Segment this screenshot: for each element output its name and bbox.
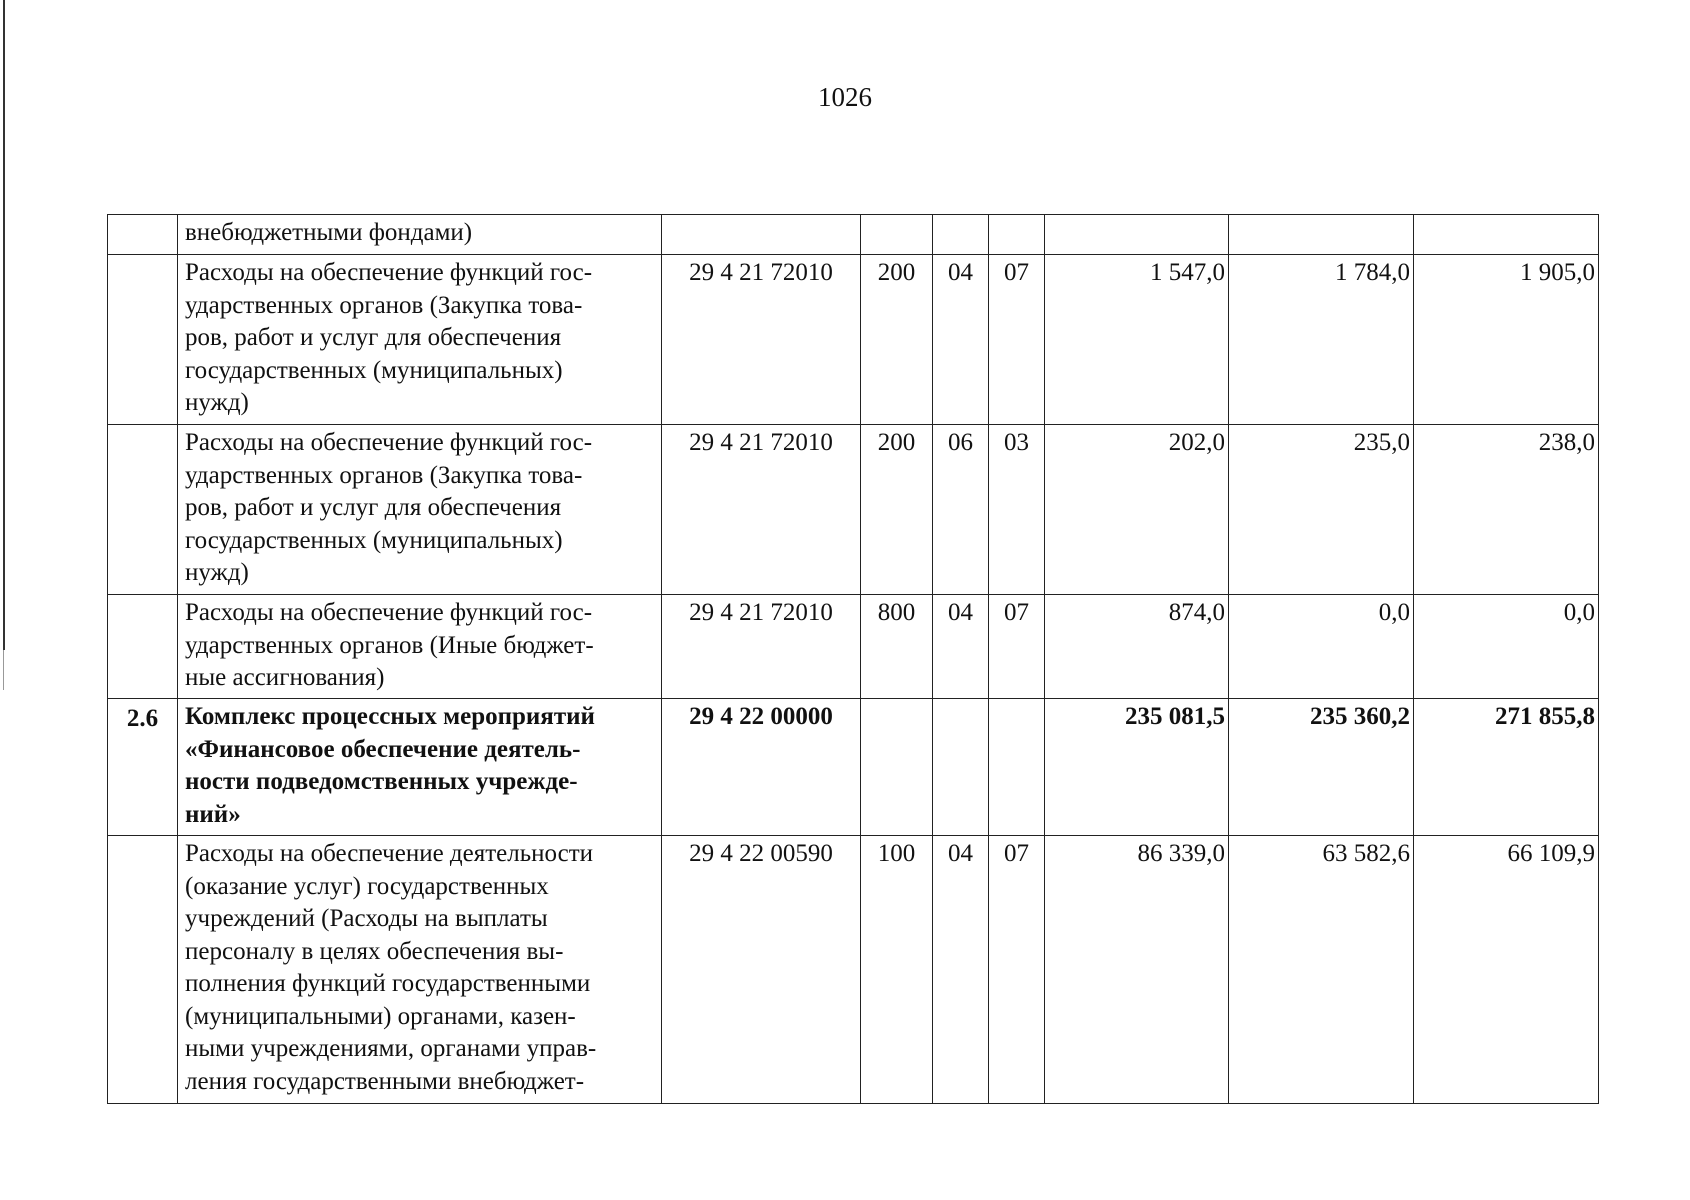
amount-year-2: 235,0 (1229, 425, 1414, 595)
expense-type-code: 200 (861, 425, 933, 595)
row-number (108, 255, 178, 425)
table-row-section (108, 699, 1599, 836)
description-line: Расходы на обеспечение функций гос- (185, 599, 593, 626)
description-line: Расходы на обеспечение функций гос- (185, 429, 593, 456)
description-line: ные ассигнования) (185, 664, 385, 691)
target-article-code: 29 4 21 72010 (662, 425, 861, 595)
section-code (933, 699, 989, 836)
row-number (108, 425, 178, 595)
description-line: ления государственными внебюджет- (185, 1067, 585, 1095)
section-code: 04 (933, 836, 989, 1104)
subsection-code (989, 215, 1045, 255)
section-code (933, 215, 989, 255)
section-code: 06 (933, 425, 989, 595)
target-article-code: 29 4 21 72010 (662, 595, 861, 699)
table-row (108, 215, 1599, 255)
table-row (108, 425, 1599, 595)
amount-year-3: 0,0 (1414, 595, 1599, 699)
target-article-code: 29 4 21 72010 (662, 255, 861, 425)
subsection-code (989, 699, 1045, 836)
description-line: ударственных органов (Закупка това- (185, 461, 583, 489)
amount-year-2: 235 360,2 (1229, 699, 1414, 836)
scan-left-edge-lower (3, 650, 4, 690)
table-row (108, 595, 1599, 699)
section-code: 04 (933, 595, 989, 699)
description-line: нужд) (185, 559, 249, 586)
target-article-code: 29 4 22 00590 (662, 836, 861, 1104)
amount-year-2: 0,0 (1229, 595, 1414, 699)
row-description (178, 215, 662, 255)
amount-year-3: 66 109,9 (1414, 836, 1599, 1104)
description-line: государственных (муниципальных) (185, 356, 563, 384)
subsection-code: 03 (989, 425, 1045, 595)
amount-year-1: 874,0 (1045, 595, 1229, 699)
row-description (178, 595, 662, 699)
description-line: государственных (муниципальных) (185, 526, 563, 554)
expense-type-code: 100 (861, 836, 933, 1104)
row-description (178, 836, 662, 1104)
row-number (108, 215, 178, 255)
description-line: Расходы на обеспечение деятельности (185, 840, 594, 867)
description-line: Расходы на обеспечение функций гос- (185, 259, 593, 286)
description-line: полнения функций государственными (185, 970, 591, 997)
table-row (108, 255, 1599, 425)
description-line: ний» (185, 800, 241, 828)
budget-table (107, 214, 1599, 1104)
table-body (108, 215, 1599, 1104)
expense-type-code: 800 (861, 595, 933, 699)
row-description (178, 699, 662, 836)
description-line: внебюджетными фондами) (185, 219, 473, 246)
amount-year-1: 235 081,5 (1045, 699, 1229, 836)
subsection-code: 07 (989, 595, 1045, 699)
expense-type-code (861, 699, 933, 836)
amount-year-1: 86 339,0 (1045, 836, 1229, 1104)
target-article-code (662, 215, 861, 255)
description-line: ударственных органов (Закупка това- (185, 291, 583, 319)
description-line: персоналу в целях обеспечения вы- (185, 937, 564, 965)
amount-year-2: 1 784,0 (1229, 255, 1414, 425)
description-line: ров, работ и услуг для обеспечения (185, 494, 562, 521)
expense-type-code (861, 215, 933, 255)
section-code: 04 (933, 255, 989, 425)
amount-year-1 (1045, 215, 1229, 255)
description-line: ными учреждениями, органами управ- (185, 1035, 597, 1062)
subsection-code: 07 (989, 836, 1045, 1104)
description-line: ности подведомственных учрежде- (185, 768, 578, 795)
table-row (108, 836, 1599, 1104)
subsection-code: 07 (989, 255, 1045, 425)
page-number: 1026 (818, 82, 872, 112)
amount-year-2: 63 582,6 (1229, 836, 1414, 1104)
description-line: (муниципальными) органами, казен- (185, 1002, 576, 1030)
amount-year-3 (1414, 215, 1599, 255)
description-line: учреждений (Расходы на выплаты (185, 905, 548, 932)
amount-year-3: 271 855,8 (1414, 699, 1599, 836)
description-line: ударственных органов (Иные бюджет- (185, 631, 594, 659)
amount-year-1: 202,0 (1045, 425, 1229, 595)
description-line: «Финансовое обеспечение деятель- (185, 735, 581, 763)
row-description (178, 255, 662, 425)
row-description (178, 425, 662, 595)
amount-year-2 (1229, 215, 1414, 255)
row-number (108, 595, 178, 699)
expense-type-code: 200 (861, 255, 933, 425)
amount-year-3: 238,0 (1414, 425, 1599, 595)
row-number: 2.6 (108, 699, 178, 836)
description-line: ров, работ и услуг для обеспечения (185, 324, 562, 351)
amount-year-3: 1 905,0 (1414, 255, 1599, 425)
row-number (108, 836, 178, 1104)
description-line: (оказание услуг) государственных (185, 872, 549, 900)
description-line: нужд) (185, 389, 249, 416)
description-line: Комплекс процессных мероприятий (185, 703, 595, 730)
target-article-code: 29 4 22 00000 (662, 699, 861, 836)
amount-year-1: 1 547,0 (1045, 255, 1229, 425)
